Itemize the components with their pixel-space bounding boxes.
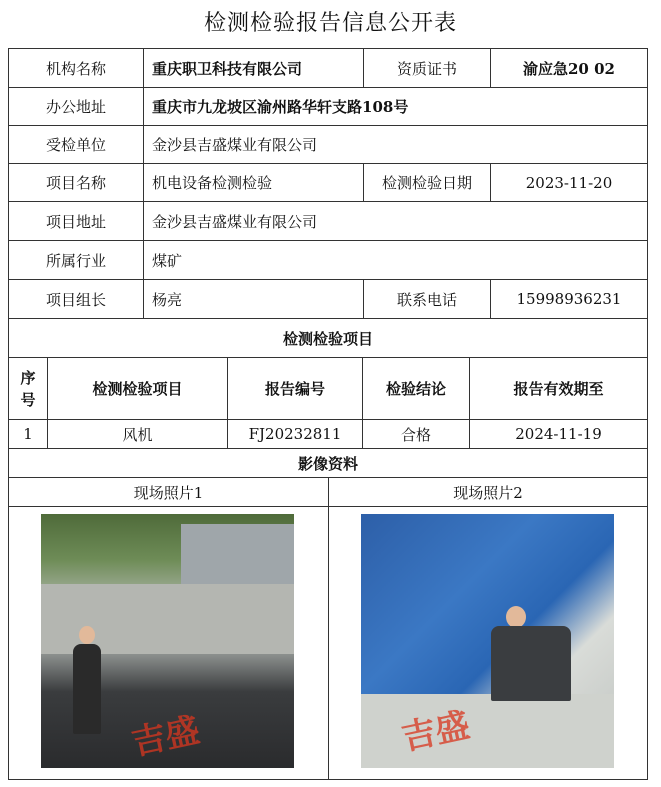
label-project-name: 项目名称 — [8, 163, 144, 202]
label-org-name: 机构名称 — [8, 48, 144, 88]
value-project-name: 机电设备检测检验 — [143, 163, 364, 202]
col-valid-header: 报告有效期至 — [469, 357, 648, 420]
worker-figure — [491, 626, 571, 701]
images-section-header: 影像资料 — [8, 448, 648, 478]
value-team-leader: 杨亮 — [143, 279, 364, 319]
site-photo-1 — [41, 514, 294, 768]
worker-head — [506, 606, 526, 628]
value-address: 重庆市九龙坡区渝州路华轩支路108号 — [143, 87, 648, 126]
worker-head — [79, 626, 95, 644]
col-no-header: 序号 — [8, 357, 48, 420]
floor — [361, 694, 614, 768]
label-inspection-date: 检测检验日期 — [363, 163, 491, 202]
stamp-photo-1: 吉盛 — [128, 710, 204, 764]
value-industry: 煤矿 — [143, 240, 648, 280]
value-inspection-date: 2023-11-20 — [490, 163, 648, 202]
label-client: 受检单位 — [8, 125, 144, 164]
value-project-address: 金沙县吉盛煤业有限公司 — [143, 201, 648, 241]
value-org-name: 重庆职卫科技有限公司 — [143, 48, 364, 88]
worker-figure — [73, 644, 101, 734]
col-item-header: 检测检验项目 — [47, 357, 228, 420]
col-report-header: 报告编号 — [227, 357, 363, 420]
items-section-header: 检测检验项目 — [8, 318, 648, 358]
label-team-leader: 项目组长 — [8, 279, 144, 319]
label-project-address: 项目地址 — [8, 201, 144, 241]
value-qualification: 渝应急20 02 — [490, 48, 648, 88]
photo1-caption: 现场照片1 — [8, 477, 329, 507]
value-client: 金沙县吉盛煤业有限公司 — [143, 125, 648, 164]
item-conclusion: 合格 — [362, 419, 470, 449]
site-photo-2 — [361, 514, 614, 768]
label-industry: 所属行业 — [8, 240, 144, 280]
item-no: 1 — [8, 419, 48, 449]
item-name: 风机 — [47, 419, 228, 449]
photo2-caption: 现场照片2 — [328, 477, 648, 507]
label-phone: 联系电话 — [363, 279, 491, 319]
label-qualification: 资质证书 — [363, 48, 491, 88]
page-title: 检测检验报告信息公开表 — [203, 11, 457, 36]
value-phone: 15998936231 — [490, 279, 648, 319]
item-report: FJ20232811 — [227, 419, 363, 449]
label-address: 办公地址 — [8, 87, 144, 126]
col-conclusion-header: 检验结论 — [362, 357, 470, 420]
stamp-photo-2: 吉盛 — [398, 705, 474, 759]
item-valid: 2024-11-19 — [469, 419, 648, 449]
